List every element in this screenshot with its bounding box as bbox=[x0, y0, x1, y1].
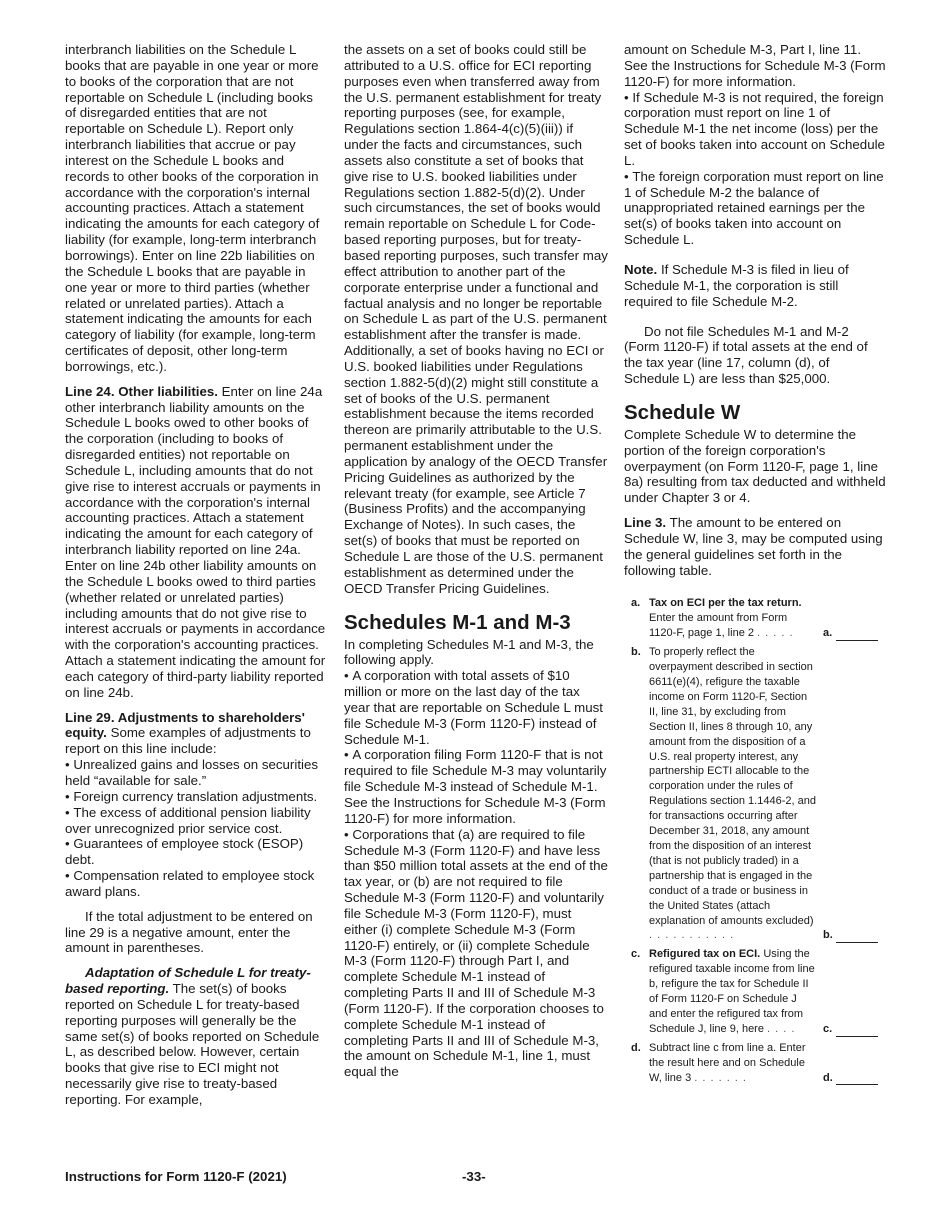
column-2 bbox=[344, 42, 608, 1080]
leader-dots: . . . . . . . . . . . bbox=[649, 929, 735, 942]
leader-dots: . . . . . . . bbox=[694, 1071, 747, 1084]
row-text: To properly reflect the overpayment described in section 6611(e)(4), refigure the taxable income on Form 1120-F, Section II, line 31, by excluding from Section II, lines 8 through 10, any amount from the disposition of a U.S. real property interest, any partnership ECTI allocable to the corporation under the rules of Regulations section 1.1446-2, and for transactions occurring after December 31, 2018, any amount from the disposition of an interest (that is not publicly traded) in a partnership that is engaged in the conduct of a trade or business in the United States (attach explanation of amounts excluded) bbox=[649, 646, 816, 927]
row-letter: d. bbox=[631, 1041, 641, 1054]
line-3-text: The amount to be entered on Schedule W, line 3, may be computed using the general guidelines set forth in the following table. bbox=[624, 515, 883, 578]
table-row bbox=[624, 947, 886, 1036]
adaptation-text: The set(s) of books reported on Schedule L for treaty-based reporting purposes will generally be the same set(s) of books reported on Schedule L, as described below. However, certain books that give rise to ECI might not necessarily give rise to treaty-based reporting. For example, bbox=[65, 981, 320, 1107]
row-letter: b. bbox=[631, 646, 641, 659]
section-heading-m1-m3: Schedules M-1 and M-3 bbox=[344, 610, 571, 634]
row-text: Subtract line c from line a. Enter the result here and on Schedule W, line 3 bbox=[649, 1041, 806, 1084]
bullet-item: • A corporation filing Form 1120-F that is not required to file Schedule M-3 may voluntarily file Schedule M-3 instead of Schedule M-1. See the Instructions for Schedule M-3 (Form 1120-F) for more information. bbox=[344, 747, 608, 826]
paragraph: interbranch liabilities on the Schedule L books that are payable in one year or more to books of the corporation that are not reportable on Schedule L (including books of disregarded entities that are not reportable on Schedule L). Report only interbranch liabilities that accrue or pay interest on the Schedule L books and records to other books of the corporation in accordance with the corporation's internal accounting practices. Attach a statement indicating the amounts for each category of liability (for example, long-term interbranch borrowings). Enter on line 22b liabilities on the Schedule L books that are payable in one year or more to third parties (whether related or unrelated parties). Attach a statement indicating the amounts for each category of liability (for example, long-term certificates of deposit, other long-term borrowings, etc.). bbox=[65, 42, 320, 374]
line-ref: a. bbox=[823, 627, 833, 640]
footer-title: Instructions for Form 1120-F (2021) bbox=[65, 1169, 287, 1184]
bullet-item: • A corporation with total assets of $10 million or more on the last day of the tax year that are reportable on Schedule L must file Schedule M-3 (Form 1120-F) instead of Schedule M-1. bbox=[344, 668, 608, 747]
entry-blank[interactable] bbox=[836, 628, 878, 641]
line-ref: b. bbox=[823, 929, 833, 942]
entry-blank[interactable] bbox=[836, 930, 878, 943]
column-3 bbox=[624, 42, 886, 1089]
line-29-heading: Line 29. Adjustments to shareholders' equity. bbox=[65, 709, 305, 741]
bullet-item: • The foreign corporation must report on line 1 of Schedule M-2 the balance of unappropriated retained earnings per the set(s) of books taken into account on Schedule L. bbox=[624, 169, 886, 248]
line-ref: d. bbox=[823, 1071, 833, 1084]
row-letter: a. bbox=[631, 597, 641, 610]
row-bold-text: Refigured tax on ECI. bbox=[649, 948, 761, 961]
note-text: If Schedule M-3 is filed in lieu of Schedule M-1, the corporation is still required to file Schedule M-2. bbox=[624, 261, 849, 309]
paragraph: amount on Schedule M-3, Part I, line 11. See the Instructions for Schedule M-3 (Form 1120-F) for more information. bbox=[624, 42, 886, 89]
bullet-item: • Corporations that (a) are required to file Schedule M-3 (Form 1120-F) and have less than $50 million total assets at the end of the tax year, or (b) are not required to file Schedule M-3 (Form 1120-F) and voluntarily file Schedule M-3 (Form 1120-F), must either (i) complete Schedule M-3 (Form 1120-F) entirely, or (ii) complete Schedule M-3 (Form 1120-F) through Part I, and complete Schedule M-1 instead of completing Parts II and III of Schedule M-3 (Form 1120-F). If the corporation chooses to complete Schedule M-1 instead of completing Parts II and III of Schedule M-3, the amount on Schedule M-1, line 1, must equal the bbox=[344, 827, 608, 1081]
leader-dots: . . . . bbox=[767, 1022, 796, 1035]
paragraph: the assets on a set of books could still be attributed to a U.S. office for ECI reporting purposes even when transferred away from the U.S. permanent establishment for treaty reporting purposes (see, for example, Regulations section 1.864-4(c)(5)(iii)) if under the facts and circumstances, such assets also constitute a set of books that give rise to U.S. booked liabilities under Regulations section 1.882-5(d)(2). Under such circumstances, the set of books would remain reportable on Schedule L for Code-based reporting purposes, but for treaty-based reporting purposes, such transfer may effect attribution to another part of the corporate enterprise under a functional and factual analysis and no longer be reportable on Schedule L as part of the U.S. permanent establishment after the transfer is made. Additionally, a set of books having no ECI or U.S. booked liabilities under Regulations section 1.882-5(d)(2) might still constitute a set of books of the U.S. permanent establishment because the items recorded thereon are primarily attributable to the U.S. permanent establishment under the application by analogy of the OECD Transfer Pricing Guidelines as authorized by the relevant treaty (for example, see Article 7 (Business Profits) and the accompanying Exchange of Notes). In such cases, the set(s) of books that must be reported on Schedule L are those of the U.S. permanent establishment as determined under the OECD Transfer Pricing Guidelines. bbox=[344, 42, 608, 596]
row-letter: c. bbox=[631, 948, 641, 961]
line-24-text: Enter on line 24a other interbranch liability amounts on the Schedule L books owed to other books of the corporation (including to books of disregarded entities) not reportable on Schedule L, including amounts that do not give rise to interest accruals or payments in accordance with the corporation's internal accounting practices. Attach a statement indicating the amount for each category of interbranch liability reported on line 24a. Enter on line 24b other liability amounts on the Schedule L books owed to third parties (whether related or unrelated parties) including amounts that do not give rise to interest accruals or payments in accordance with the corporation's accounting practices. Attach a statement indicating the amount for each category of third-party liability reported on line 24b. bbox=[65, 383, 326, 700]
note bbox=[624, 262, 886, 310]
entry-line[interactable] bbox=[823, 1041, 878, 1086]
bullet-item: • The excess of additional pension liability over unrecognized prior service cost. bbox=[65, 805, 327, 837]
bullet-item: • Unrealized gains and losses on securities held “available for sale.” bbox=[65, 757, 327, 789]
entry-line[interactable] bbox=[823, 645, 878, 943]
row-bold-text: Tax on ECI per the tax return. bbox=[649, 597, 802, 610]
paragraph-adaptation bbox=[65, 965, 327, 1108]
table-row bbox=[624, 1041, 886, 1086]
line-29-text: Some examples of adjustments to report on this line include: bbox=[65, 725, 311, 757]
entry-line[interactable] bbox=[823, 596, 878, 641]
entry-blank[interactable] bbox=[836, 1024, 878, 1037]
section-heading-schedule-w: Schedule W bbox=[624, 400, 741, 424]
bullet-item: • Compensation related to employee stock award plans. bbox=[65, 868, 327, 900]
bullet-item: • If Schedule M-3 is not required, the foreign corporation must report on line 1 of Schedule M-1 the net income (loss) per the set of books taken into account on Schedule L. bbox=[624, 90, 886, 169]
entry-blank[interactable] bbox=[836, 1072, 878, 1085]
paragraph-line-3 bbox=[624, 515, 886, 578]
bullet-item: • Guarantees of employee stock (ESOP) debt. bbox=[65, 836, 327, 868]
table-row bbox=[624, 596, 886, 641]
row-text: Using the refigured taxable income from line b, refigure the tax for Schedule II of Form 1120-F on Schedule J and enter the refigured tax from Schedule J, line 9, here bbox=[649, 948, 815, 1035]
paragraph: Complete Schedule W to determine the portion of the foreign corporation's overpayment (on Form 1120-F, page 1, line 8a) resulting from tax deducted and withheld under Chapter 3 or 4. bbox=[624, 426, 886, 506]
paragraph-line-29 bbox=[65, 710, 327, 758]
entry-line[interactable] bbox=[823, 947, 878, 1036]
line-24-heading: Line 24. Other liabilities. bbox=[65, 383, 218, 399]
paragraph: Do not file Schedules M-1 and M-2 (Form 1120-F) if total assets at the end of the tax year (line 17, column (d), of Schedule L) are less than $25,000. bbox=[624, 323, 868, 387]
note-label: Note. bbox=[624, 261, 658, 277]
paragraph-line-24 bbox=[65, 384, 327, 701]
table-row bbox=[624, 645, 886, 943]
bullet-item: • Foreign currency translation adjustments. bbox=[65, 789, 327, 805]
paragraph: In completing Schedules M-1 and M-3, the following apply. bbox=[344, 636, 594, 668]
adaptation-heading: Adaptation of Schedule L for treaty-based reporting. bbox=[65, 965, 311, 997]
row-text: Enter the amount from Form 1120-F, page 1, line 2 bbox=[649, 612, 788, 640]
line-3-heading: Line 3. bbox=[624, 515, 667, 531]
paragraph: If the total adjustment to be entered on line 29 is a negative amount, enter the amount in parentheses. bbox=[65, 908, 313, 956]
column-1 bbox=[65, 42, 327, 1108]
leader-dots: . . . . . bbox=[757, 627, 794, 640]
line-ref: c. bbox=[823, 1022, 833, 1035]
page-number: -33- bbox=[462, 1169, 486, 1184]
computation-table bbox=[624, 596, 886, 1085]
